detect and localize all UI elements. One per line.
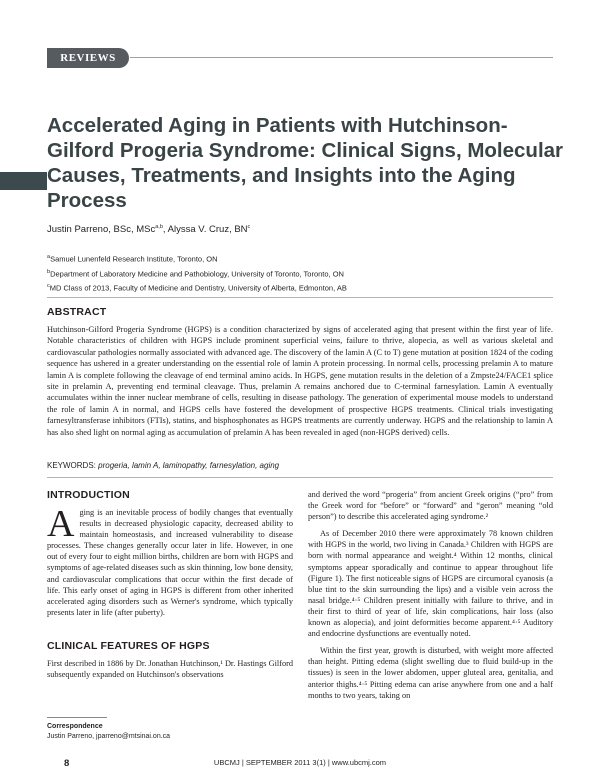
introduction-body: [47, 503, 293, 618]
correspondence-label: Correspondence: [47, 723, 103, 730]
keywords-list: progeria, lamin A, laminopathy, farnesylation, aging: [98, 461, 280, 470]
abstract-heading: ABSTRACT: [47, 306, 107, 318]
page-number: 8: [64, 758, 70, 769]
paragraph: Within the first year, growth is disturbed, with weight more affected than height. Pitting edema (slight swelling due to fluid build-up in the tissues) is seen in the lower abdomen, upper gluteal area, genitalia, and anterior thighs.⁴·⁵ Pitting edema can arise anywhere from one and a half months to two years, taking on: [308, 646, 553, 700]
author-2-affil: c: [247, 224, 251, 230]
paragraph: and derived the word “progeria” from ancient Greek origins (“pro” from the Greek word for “before” or “forward” and “geron” meaning “old person”) to describe this accelerated aging syndrome.²: [308, 490, 553, 522]
article-title: Accelerated Aging in Patients with Hutchinson-Gilford Progeria Syndrome: Clinical Signs, Molecular Causes, Treatments, and Insights into the Aging Process: [47, 114, 564, 212]
introduction-text: ging is an inevitable process of bodily changes that eventually results in decreased physiologic capacity, decreased ability to maintain homeostasis, and increased vulnerability to disease processes. These changes generally occur later in life. However, in one out of every four to eight million births, children are born with HGPS and symptoms of age-related diseases such as skin thinning, low bone density, and cardiovascular complications that occur within the first decade of life. This early onset of aging in HGPS is different from other inherited accelerated aging disorders such as Werner's syndrome, which typically presents later in life (after puberty).: [47, 508, 293, 617]
author-separator: , Alyssa V. Cruz, BN: [162, 224, 248, 236]
correspondence-rule: [47, 717, 107, 718]
right-column-body: [308, 489, 553, 701]
paragraph: As of December 2010 there were approximately 78 known children with HGPS in the world, two living in Canada.³ Children with HGPS are born with normal appearance and weight.⁴ Within 12 months, clinical symptoms appear sporadically and continue to appear throughout life (Figure 1). The first noticeable signs of HGPS are circumoral cyanosis (a blue tint to the skin surrounding the lips) and a visible vein across the nasal bridge.⁴·⁵ Children present initially with failure to thrive, and in their first to third of year of life, skin complications, hair loss (also known as alopecia), and joint deformities become apparent.⁴·⁵ Auditory and endocrine dysfunctions are eventually noted.: [308, 529, 553, 639]
affiliation: $^b$Department of Laboratory Medicine and Pathobiology, University of Toronto, Toronto, ON: [47, 268, 344, 278]
affiliation: $^a$Samuel Lunenfeld Research Institute, Toronto, ON: [47, 254, 218, 264]
affiliation: $^c$MD Class of 2013, Faculty of Medicine and Dentistry, University of Alberta, Edmonton, AB: [47, 283, 347, 293]
clinical-features-text: First described in 1886 by Dr. Jonathan Hutchinson,¹ Dr. Hastings Gilford subsequently expanded on Hutchinson's observations: [47, 659, 293, 680]
author-line: [47, 224, 250, 235]
clinical-features-body: [47, 658, 293, 680]
correspondence: [47, 722, 170, 742]
author-1: Justin Parreno, BSc, MSc: [47, 224, 156, 236]
abstract-bottom-rule: [47, 477, 553, 478]
section-badge: REVIEWS: [47, 48, 129, 68]
introduction-heading: INTRODUCTION: [47, 489, 130, 501]
affiliations: [47, 251, 347, 295]
author-1-affil: a,b: [155, 224, 163, 230]
keywords-label: KEYWORDS:: [47, 461, 96, 470]
journal-footer: UBCMJ | SEPTEMBER 2011 3(1) | www.ubcmj.com: [213, 758, 387, 767]
correspondence-contact: Justin Parreno, jparreno@mtsinai.on.ca: [47, 733, 171, 740]
side-accent-bar: [0, 172, 47, 190]
clinical-features-heading: CLINICAL FEATURES OF HGPS: [47, 640, 210, 652]
keywords-line: [47, 461, 279, 470]
abstract-top-rule: [47, 297, 553, 298]
drop-cap: A: [47, 503, 75, 545]
header-rule: [130, 57, 553, 58]
abstract-body: Hutchinson-Gilford Progeria Syndrome (HGPS) is a condition characterized by signs of accelerated aging that present within the first year of life. Notable characteristics of children with HGPS include prominent superficial veins, failure to thrive, alopecia, as well as various skeletal and cardiovascular pathologies normally associated with advanced age. The discovery of the lamin A (C to T) gene mutation at position 1824 of the coding sequence has ushered in a greater understanding on the essential role of lamin A protein processing. In normal cells, processing prelamin A to mature lamin A is complete following the cleavage of end terminal amino acids. In HGPS, gene mutation results in the deletion of a Zmpste24/FACE1 splice site in prelamin A, preventing end terminal cleavage. Thus, prelamin A remains anchored due to C-terminal farnesylation. Lamin A eventually accumulates within the inner nuclear membrane of cells, resulting in disease pathology. The generation of experimental mouse models to understand the role of lamin A in normal, and HGPS cells have fostered the development of prospective HGPS treatments. Clinical trials investigating farnesyltransferase inhibitors (FTIs), statins, and bisphosphonates as HGPS treatments are currently underway. HGPS and the relationship to lamin A has also shed light on normal aging as accumulation of prelamin A has been revealed in aged (non-HGPS derived) cells.: [47, 325, 553, 437]
